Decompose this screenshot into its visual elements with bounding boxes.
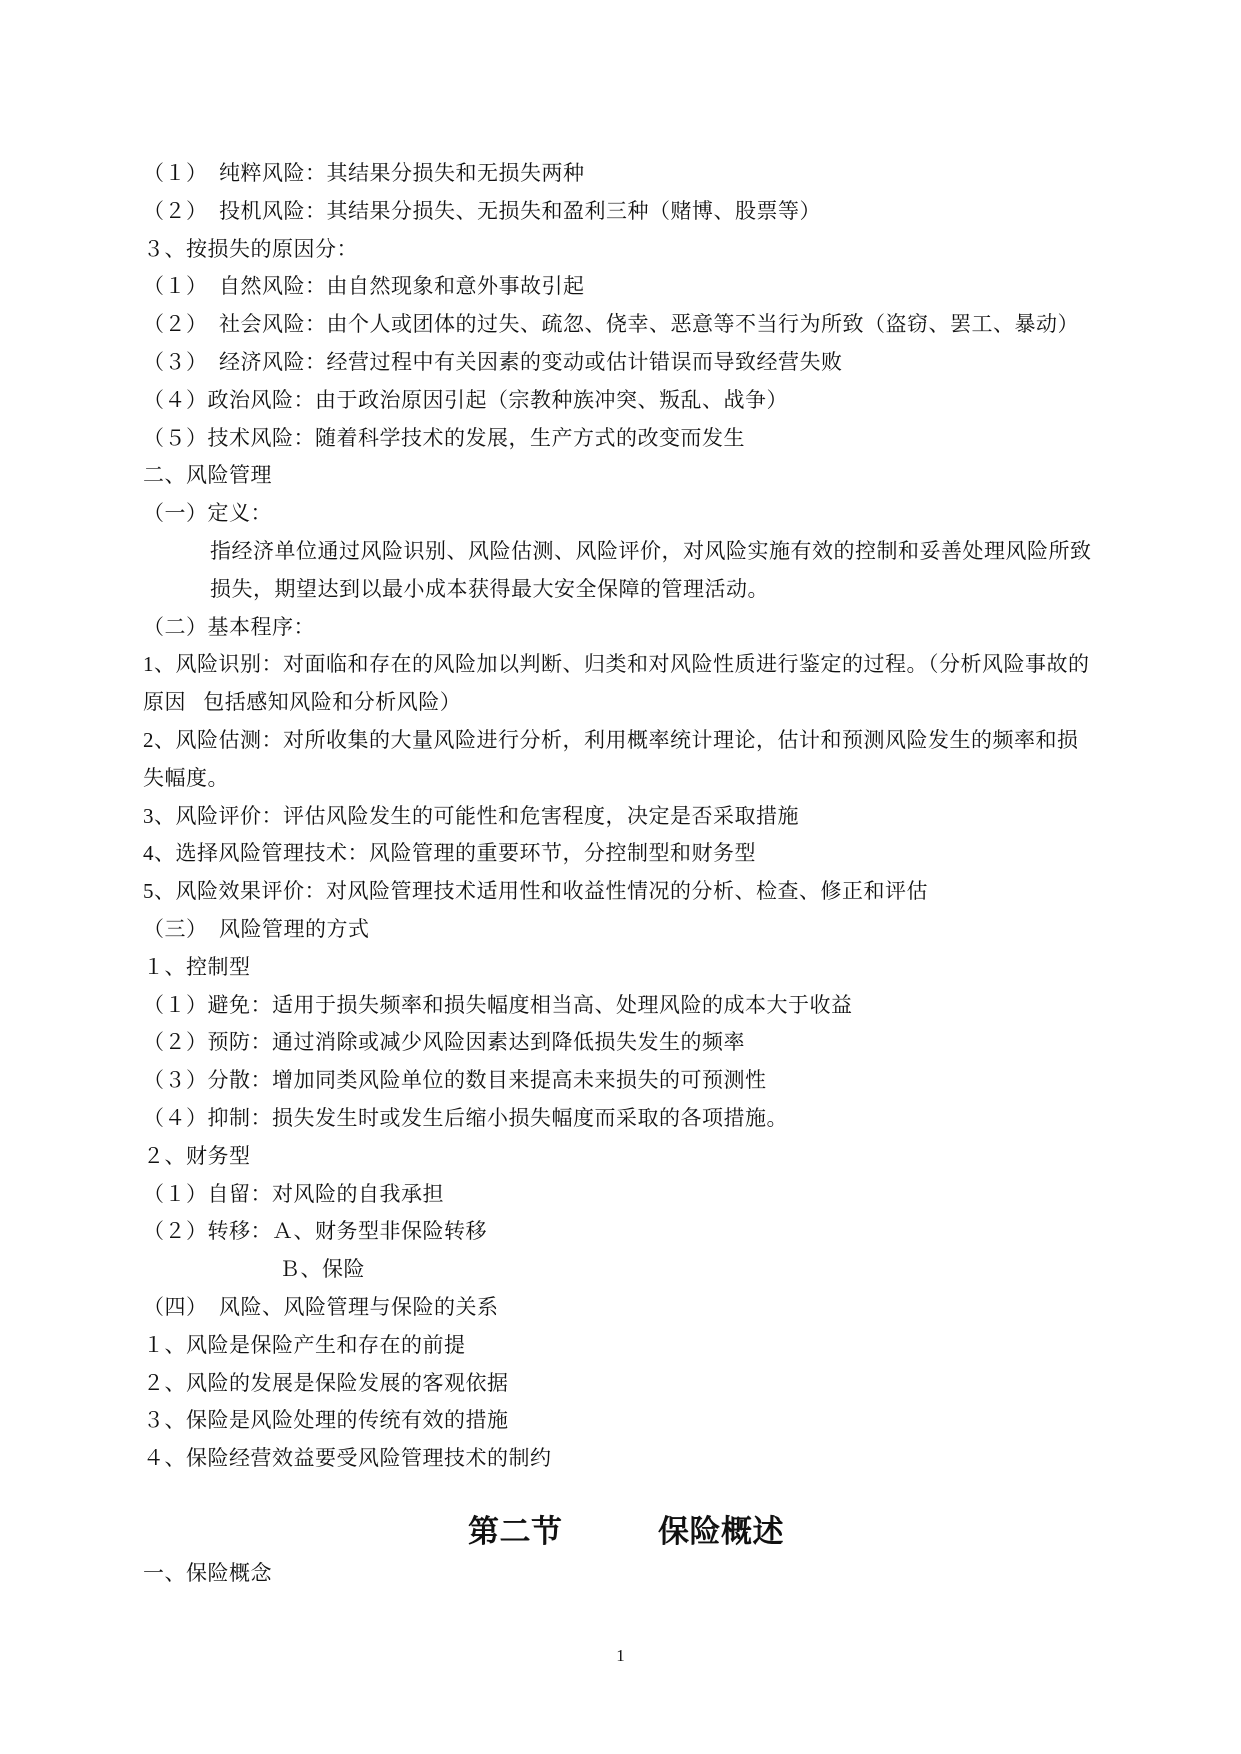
text-line: （２） 投机风险：其结果分损失、无损失和盈利三种（赌博、股票等） [143, 198, 821, 223]
heading-risk-management: 二、风险管理 [143, 463, 272, 488]
text-line: １、风险是保险产生和存在的前提 [143, 1332, 466, 1357]
text-line: （２）预防：通过消除或减少风险因素达到降低损失发生的频率 [143, 1030, 745, 1055]
text-line: （１） 纯粹风险：其结果分损失和无损失两种 [143, 161, 585, 185]
text-line: （１）自留：对风险的自我承担 [143, 1181, 444, 1206]
text-line: （一）定义： [143, 501, 272, 526]
text-line: ２、财务型 [143, 1143, 251, 1168]
definition-line: 指经济单位通过风险识别、风险估测、风险评价，对风险实施有效的控制和妥善处理风险所致 [210, 538, 1092, 563]
text-line: （１）避免：适用于损失频率和损失幅度相当高、处理风险的成本大于收益 [143, 992, 853, 1017]
text-line: （４）政治风险：由于政治原因引起（宗教种族冲突、叛乱、战争） [143, 387, 788, 412]
text-line: 2、风险估测：对所收集的大量风险进行分析，利用概率统计理论，估计和预测风险发生的频率和损 [143, 727, 1079, 752]
text-line: （３） 经济风险：经营过程中有关因素的变动或估计错误而导致经营失败 [143, 349, 843, 374]
text-line: （四） 风险、风险管理与保险的关系 [143, 1294, 499, 1319]
text-line: 3、风险评价：评估风险发生的可能性和危害程度，决定是否采取措施 [143, 803, 799, 828]
subheading: 一、保险概念 [143, 1561, 272, 1585]
text-line: 1、风险识别：对面临和存在的风险加以判断、归类和对风险性质进行鉴定的过程。（分析风险事故的 [143, 652, 1090, 677]
text-line: ２、风险的发展是保险发展的客观依据 [143, 1370, 509, 1395]
definition-line: 损失，期望达到以最小成本获得最大安全保障的管理活动。 [210, 576, 769, 601]
text-line: ３、保险是风险处理的传统有效的措施 [143, 1408, 509, 1433]
text-line: （２） 社会风险：由个人或团体的过失、疏忽、侥幸、恶意等不当行为所致（盗窃、罢工、暴动） [143, 312, 1079, 337]
text-line: （４）抑制：损失发生时或发生后缩小损失幅度而采取的各项措施。 [143, 1105, 788, 1130]
text-line: （二）基本程序： [143, 614, 315, 639]
text-line: １、控制型 [143, 954, 251, 979]
text-line: 4、选择风险管理技术：风险管理的重要环节，分控制型和财务型 [143, 841, 756, 866]
text-line: （１） 自然风险：由自然现象和意外事故引起 [143, 274, 585, 299]
text-line: ３、按损失的原因分： [143, 236, 358, 261]
text-line: 5、风险效果评价：对风险管理技术适用性和收益性情况的分析、检查、修正和评估 [143, 879, 928, 904]
page-number: 1 [616, 1646, 625, 1665]
text-line: （３）分散：增加同类风险单位的数目来提高未来损失的可预测性 [143, 1068, 767, 1093]
section-number: 第二节 [468, 1514, 563, 1549]
text-line: （２）转移：Ａ、财务型非保险转移 [143, 1219, 487, 1244]
text-line: 原因 包括感知风险和分析风险） [143, 690, 462, 715]
text-line: （５）技术风险：随着科学技术的发展，生产方式的改变而发生 [143, 425, 745, 450]
text-line: ４、保险经营效益要受风险管理技术的制约 [143, 1446, 552, 1471]
section-title [0, 1510, 1241, 1554]
text-line: 失幅度。 [143, 765, 229, 790]
body-text [143, 155, 1143, 1478]
section-name: 保险概述 [658, 1514, 784, 1549]
text-line: Ｂ、保险 [279, 1257, 365, 1282]
text-line: （三） 风险管理的方式 [143, 916, 370, 941]
